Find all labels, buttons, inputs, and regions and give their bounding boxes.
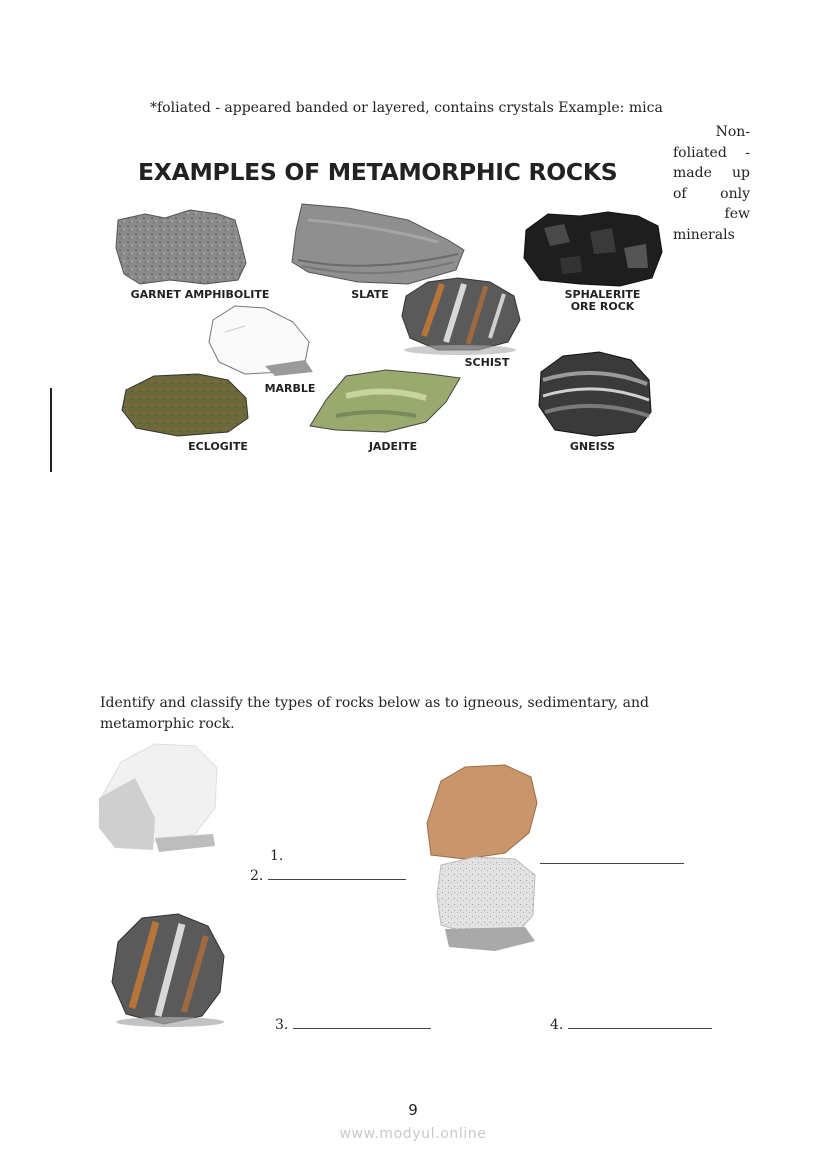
activity-rock-2-image [425, 763, 540, 863]
item-2 [250, 867, 406, 884]
item-2-answer-blank[interactable] [268, 867, 406, 880]
item-4-answer-blank[interactable] [568, 1016, 712, 1029]
label-eclogite: ECLOGITE [188, 440, 248, 453]
label-marble: MARBLE [264, 382, 316, 395]
nonfoliated-line-6: minerals [673, 226, 735, 243]
page-number: 9 [408, 1101, 418, 1119]
schist-image [398, 276, 523, 356]
label-jadeite: JADEITE [368, 440, 418, 453]
activity-rock-1-image [95, 738, 225, 856]
jadeite-image [306, 366, 466, 436]
nonfoliated-line-3: made up [673, 165, 750, 181]
marble-image [205, 302, 320, 380]
foliated-note: *foliated - appeared banded or layered, contains crystals Example: mica [150, 100, 663, 116]
activity-instruction: Identify and classify the types of rocks below as to igneous, sedimentary, and metamorphic rock. [100, 695, 649, 732]
activity-rock-3-image [108, 912, 228, 1028]
garnet-amphibolite-image [110, 208, 250, 288]
watermark: www.modyul.online [339, 1126, 487, 1142]
item-1-number: 1. [270, 848, 284, 864]
activity-rock-4-image [435, 855, 540, 955]
gneiss-image [535, 350, 655, 438]
nonfoliated-note [673, 122, 750, 245]
item-4-number: 4. [550, 1017, 564, 1033]
item-2-number: 2. [250, 868, 264, 884]
nonfoliated-line-4: of only [673, 185, 750, 202]
item-3 [275, 1016, 431, 1033]
sphalerite-ore-image [520, 208, 665, 288]
figure-title: EXAMPLES OF METAMORPHIC ROCKS [138, 158, 618, 186]
eclogite-image [118, 370, 253, 438]
label-sphalerite: SPHALERITE ORE ROCK [564, 288, 641, 313]
margin-line [50, 388, 52, 472]
label-schist: SCHIST [464, 356, 510, 369]
item-3-answer-blank[interactable] [293, 1016, 431, 1029]
label-garnet-amphibolite: GARNET AMPHIBOLITE [130, 288, 270, 301]
label-gneiss: GNEISS [569, 440, 616, 453]
nonfoliated-line-2: foliated - [673, 144, 750, 161]
item-4 [550, 1016, 712, 1033]
label-slate: SLATE [351, 288, 389, 301]
item-1-answer-blank[interactable] [540, 851, 684, 864]
nonfoliated-line-1: Non- [715, 124, 750, 140]
nonfoliated-line-5: few [724, 206, 750, 222]
item-3-number: 3. [275, 1017, 289, 1033]
